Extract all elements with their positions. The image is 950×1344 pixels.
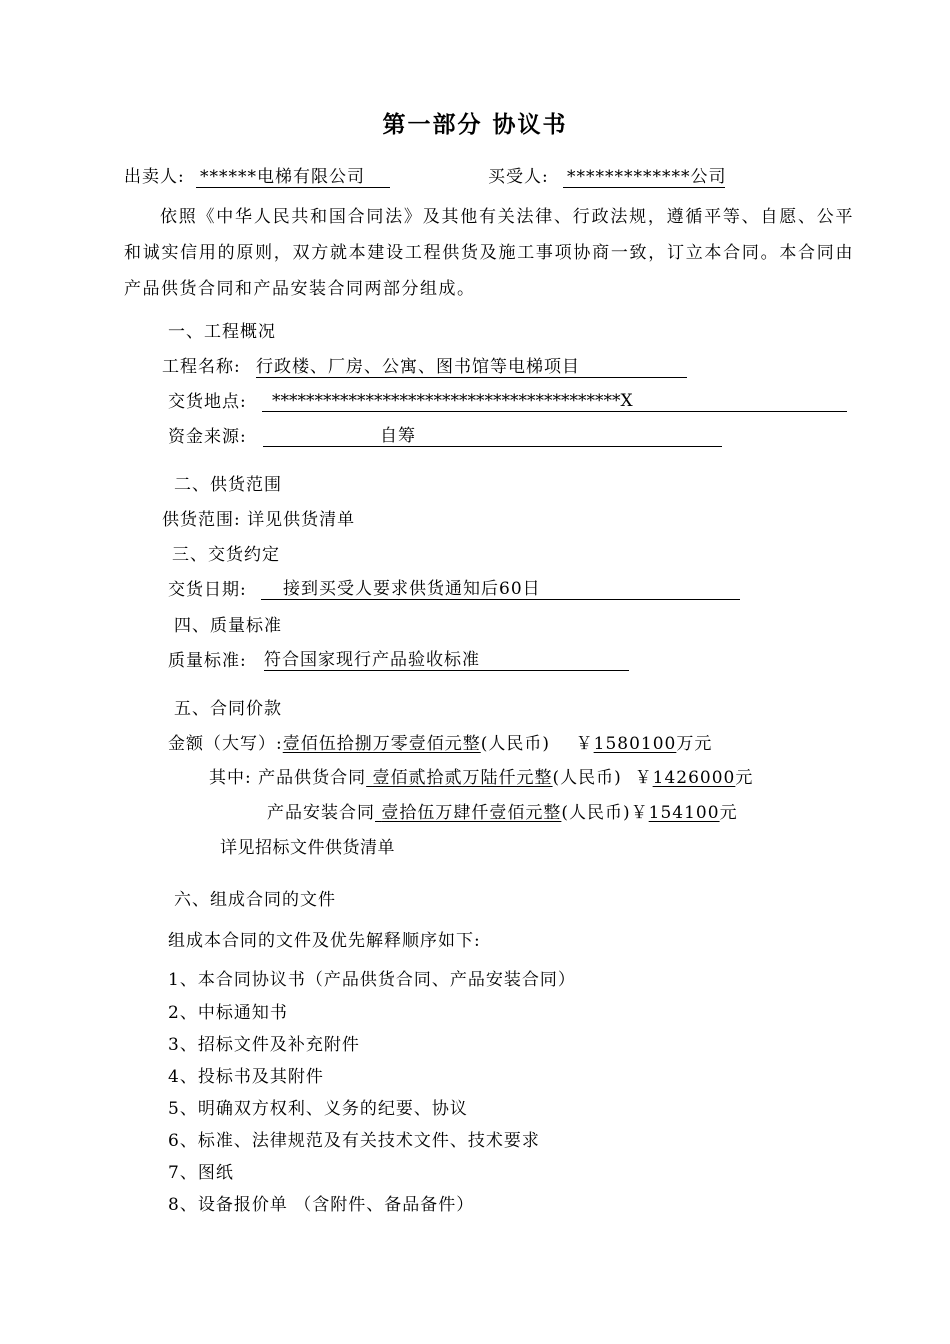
- rmb-label: (人民币): [552, 768, 622, 788]
- fund-source-field: [263, 424, 722, 447]
- buyer-value: *************公司: [567, 167, 727, 187]
- documents-intro: 组成本合同的文件及优先解释顺序如下:: [168, 931, 481, 951]
- fund-source-value: 自筹: [380, 426, 416, 446]
- amount-words: 壹佰伍拾捌万零壹佰元整: [282, 734, 481, 754]
- quality-standard-field: [264, 648, 629, 671]
- price-line-total: [168, 732, 712, 756]
- supply-amount-number: 1426000: [652, 768, 736, 788]
- install-contract-label: 产品安装合同: [267, 803, 375, 823]
- section6-heading: 六、组成合同的文件: [174, 890, 336, 910]
- intro-paragraph: 依照《中华人民共和国合同法》及其他有关法律、行政法规，遵循平等、自愿、公平和诚实信用的原则，双方就本建设工程供货及施工事项协商一致，订立本合同。本合同由产品供货合同和产品安装合同两部分组成。: [124, 207, 854, 299]
- section1-heading: 一、工程概况: [168, 322, 276, 342]
- delivery-date-value: 接到买受人要求供货通知后60日: [283, 579, 541, 599]
- supply-words-text: 壹佰贰拾贰万陆仟元整: [372, 768, 553, 788]
- seller-value: ******电梯有限公司: [200, 167, 365, 187]
- document-item: 5、明确双方权利、义务的纪要、协议: [168, 1099, 468, 1119]
- buyer-field: [563, 165, 725, 188]
- quality-standard-value: 符合国家现行产品验收标准: [264, 650, 480, 670]
- supply-contract-label: 产品供货合同: [258, 768, 367, 788]
- install-amount-words: [375, 803, 561, 823]
- delivery-date-field: [261, 577, 740, 600]
- page-title: 第一部分 协议书: [382, 111, 568, 138]
- rmb-label: (人民币): [480, 734, 550, 754]
- document-item: 2、中标通知书: [168, 1003, 288, 1023]
- delivery-date-label: 交货日期:: [168, 580, 247, 600]
- section5-heading: 五、合同价款: [174, 699, 282, 719]
- section2-heading: 二、供货范围: [174, 475, 282, 495]
- document-item: 1、本合同协议书（产品供货合同、产品安装合同）: [168, 970, 576, 990]
- supply-amount-words: [366, 768, 552, 788]
- price-line-supply: [209, 766, 753, 790]
- quality-standard-label: 质量标准:: [168, 651, 247, 671]
- install-amount-number: 154100: [648, 803, 720, 823]
- delivery-place-label: 交货地点:: [168, 392, 247, 412]
- yen-sign: ￥: [575, 734, 594, 754]
- project-name-label: 工程名称:: [162, 357, 241, 377]
- install-words-text: 壹拾伍万肆仟壹佰元整: [381, 803, 562, 823]
- rmb-label: (人民币): [561, 803, 631, 823]
- yen-sign: ￥: [634, 768, 653, 788]
- supply-amount-unit: 元: [735, 768, 754, 788]
- fund-source-label: 资金来源:: [168, 427, 247, 447]
- project-name-value: 行政楼、厂房、公寓、图书馆等电梯项目: [256, 357, 580, 377]
- project-name-field: [256, 355, 687, 378]
- price-line-install: [267, 801, 738, 825]
- install-amount-unit: 元: [719, 803, 738, 823]
- section4-heading: 四、质量标准: [174, 616, 282, 636]
- seller-label: 出卖人:: [124, 167, 185, 187]
- document-item: 7、图纸: [168, 1163, 234, 1183]
- document-item: 6、标准、法律规范及有关技术文件、技术要求: [168, 1131, 540, 1151]
- price-note: 详见招标文件供货清单: [220, 838, 395, 858]
- yen-sign: ￥: [630, 803, 649, 823]
- delivery-place-field: [262, 389, 847, 412]
- amount-label: 金额（大写）:: [168, 734, 283, 754]
- delivery-place-value: *****************************************X: [272, 391, 633, 411]
- seller-field: [196, 165, 390, 188]
- document-item: 3、招标文件及补充附件: [168, 1035, 360, 1055]
- document-item: 4、投标书及其附件: [168, 1067, 324, 1087]
- buyer-label: 买受人:: [488, 167, 549, 187]
- section3-heading: 三、交货约定: [172, 545, 280, 565]
- amount-number: 1580100: [593, 734, 677, 754]
- of-which-label: 其中:: [209, 768, 252, 788]
- amount-unit: 万元: [676, 734, 713, 754]
- document-item: 8、设备报价单 （含附件、备品备件）: [168, 1195, 475, 1215]
- supply-scope-line: 供货范围: 详见供货清单: [162, 510, 356, 530]
